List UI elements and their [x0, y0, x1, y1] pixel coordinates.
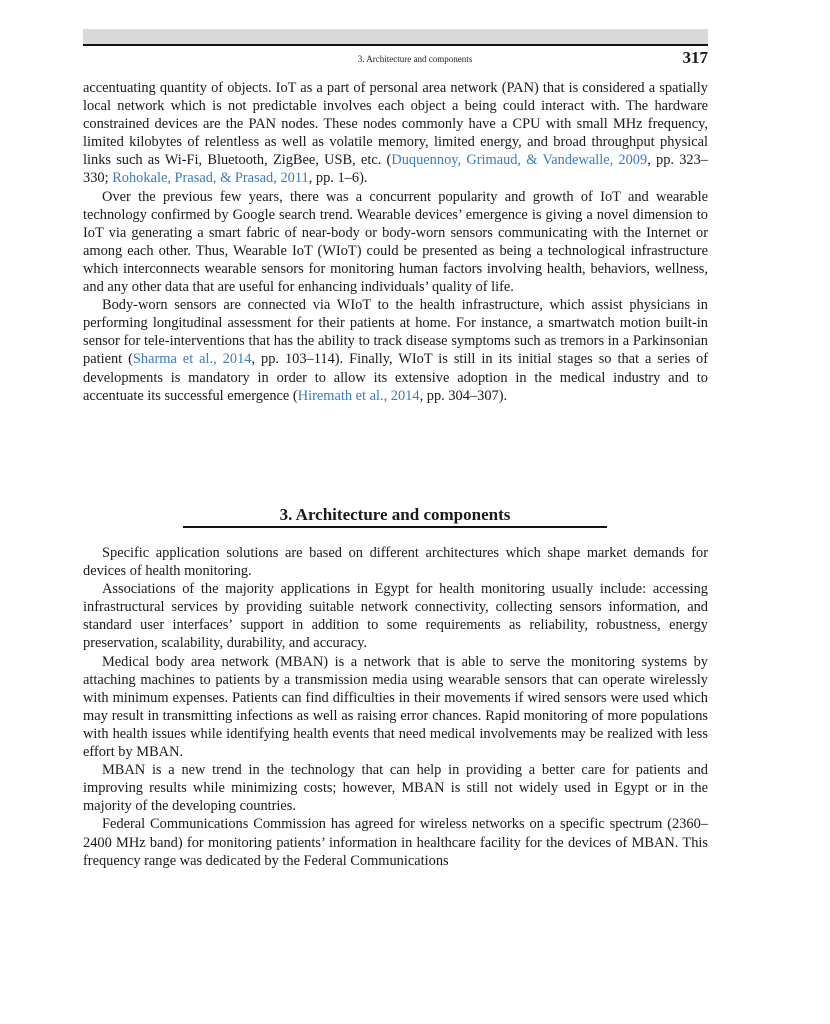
paragraph-mban-definition: Medical body area network (MBAN) is a network that is able to serve the monitoring systems by attaching machines to patients by a transmission media using wearable sensors that can operate wirelessly with minimum expenses. Patients can find difficulties in their movements if wired sensors were used which may result in transmitting infections as well as raising error chances. Rapid monitoring of more populations with health issues while identifying health events that need medical involvements may be realized with less effort by MBAN. — [83, 653, 708, 761]
header-rule — [83, 44, 708, 46]
citation-duquennoy[interactable]: Duquennoy, Grimaud, & Vandewalle, 2009 — [391, 152, 648, 169]
paragraph-pan: accentuating quantity of objects. IoT as a part of personal area network (PAN) that is considered a spatially local network which is not predictable involves each object a being could interact with. The hardware constrained devices are the PAN nodes. These nodes commonly have a CPU with small MHz frequency, limited kilobytes of relentless as well as volatile memory, limited energy, and broad throughput physical links such as Wi-Fi, Bluetooth, ZigBee, USB, etc. (Duquennoy, Grimaud, & Vandewalle, 2009, pp. 323–330; Rohokale, Prasad, & Prasad, 2011, pp. 1–6). — [83, 80, 709, 187]
paragraph-fcc: Federal Communications Commission has agreed for wireless networks on a specific spectrum (2360–2400 MHz band) for monitoring patients’ information in healthcare facility for the devices of MBAN. This frequency range was dedicated by the Federal Communications — [83, 816, 708, 869]
header-bar — [83, 29, 708, 45]
paragraph-mban-trend: MBAN is a new trend in the technology that can help in providing a better care for patients and improving results while minimizing costs; however, MBAN is still not widely used in Egypt or in the majority of the developing countries. — [83, 762, 708, 815]
body-text-bottom — [83, 544, 708, 870]
paragraph-associations-egypt: Associations of the majority applications in Egypt for health monitoring usually include: accessing infrastructural services by providing suitable network connectivity, collecting sensors information, and standard user interfaces’ support in addition to some requirements as reliability, robustness, energy preservation, scalability, durability, and accuracy. — [83, 581, 708, 652]
paragraph-wiot: Over the previous few years, there was a concurrent popularity and growth of IoT and wearable technology confirmed by Google search trend. Wearable devices’ emergence is giving a novel dimension to IoT via generating a smart fabric of near-body or body-worn sensors communicating with the Internet or among each other. Thus, Wearable IoT (WIoT) could be presented as being a technological infrastructure which interconnects wearable sensors for monitoring human factors involving health, behaviors, wellness, and any other data that are useful for enhancing individuals’ quality of life. — [83, 188, 708, 296]
running-head: 3. Architecture and components — [357, 54, 473, 64]
citation-hiremath[interactable]: Hiremath et al., 2014 — [297, 387, 420, 404]
citation-sharma[interactable]: Sharma et al., 2014 — [132, 351, 252, 368]
page-number: 317 — [682, 48, 708, 67]
section-rule — [183, 526, 607, 528]
paragraph-application-solutions: Specific application solutions are based on different architectures which shape market demands for devices of health monitoring. — [83, 545, 708, 580]
section-heading: 3. Architecture and components — [279, 505, 511, 524]
body-text-top — [83, 79, 708, 405]
citation-rohokale[interactable]: Rohokale, Prasad, & Prasad, 2011 — [112, 170, 309, 187]
paragraph-body-worn-sensors: Body-worn sensors are connected via WIoT to the health infrastructure, which assist physicians in performing longitudinal assessment for their patients at home. For instance, a smartwatch motion built-in sensor for tele-interventions that has the ability to track disease symptoms such as tremors in a Parkinsonian patient (Sharma et al., 2014, pp. 103–114). Finally, WIoT is still in its initial stages so that a series of developments is mandatory in order to allow its extensive adoption in the medical industry and to accentuate its successful emergence (Hiremath et al., 2014, pp. 304–307). — [83, 297, 709, 404]
